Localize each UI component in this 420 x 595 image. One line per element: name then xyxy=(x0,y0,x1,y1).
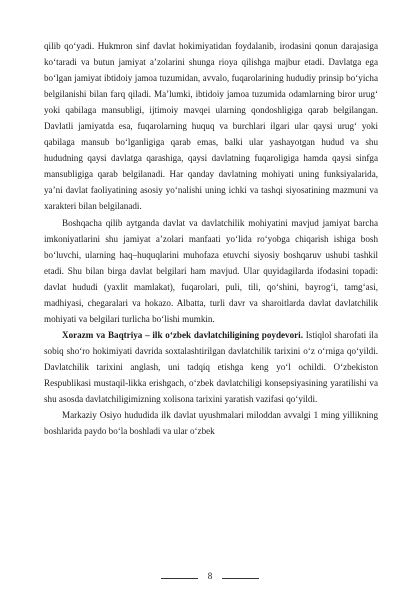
paragraph-2 xyxy=(44,215,378,327)
paragraph-1-text: qilib qo‘yadi. Hukmron sinf davlat hokimiyatidan foydalanib, irodasini qonun darajasiga ko‘taradi va butun jamiyat a’zolarini shunga rioya qilishga majbur etadi. Davlatga ega bo‘lgan jamiyat ibtidoiy jamoa tuzumidan, avvalo, fuqarolarining hududiy prinsip bo‘yicha belgilanishi bilan farq qiladi. Ma’lumki, ibtidoiy jamoa tuzumida odamlarning biror urug‘ yoki qabilaga mansubligi, ijtimoiy mavqei ularning qondoshligiga qarab belgilangan. Davlatli jamiyatda esa, fuqarolarning huquq va burchlari ilgari ular qaysi urug‘ yoki qabilaga mansub bo‘lganligiga qarab emas, balki ular yashayotgan hudud va shu hududning qaysi davlatga qarashiga, qaysi davlatning fuqaroligiga hamda qaysi sinfga mansubligiga qarab belgilanadi. Har qanday davlatning mohiyati uning funksiyalarida, ya’ni davlat faoliyatining asosiy yo‘nalishi uning ichki va tashqi siyosatining mazmuni va xarakteri bilan belgilanadi. xyxy=(44,41,378,212)
paragraph-3-text: Istiqlol sharofati ila sobiq sho‘ro hokimiyati davrida soxtalashtirilgan davlatchilik tarixini o‘z o‘rniga qo‘yildi. Davlatchilik tarixini anglash, uni tadqiq etishga keng yo‘l ochildi. O‘zbekiston Respublikasi mustaqil-likka erishgach, o‘zbek davlatchiligi konsepsiyasining yaratilishi va shu asosda davlatchiligimizning xolisona tarixini yaratish vazifasi qo‘yildi. xyxy=(44,329,378,405)
footer-rule-left xyxy=(161,578,198,579)
section-heading: Xorazm va Baqtriya – ilk o‘zbek davlatchiligining poydevori. xyxy=(62,329,303,340)
footer-rule-right xyxy=(222,578,259,579)
paragraph-3 xyxy=(44,327,378,407)
paragraph-1 xyxy=(44,38,378,215)
paragraph-4-text: Markaziy Osiyo hududida ilk davlat uyushmalari miloddan avvalgi 1 ming yillikning boshlarida paydo bo‘la boshladi va ular o‘zbek xyxy=(44,410,378,437)
page-footer xyxy=(0,571,420,581)
paragraph-4 xyxy=(44,407,378,439)
page-number: 8 xyxy=(207,571,213,581)
paragraph-2-text: Boshqacha qilib aytganda davlat va davlatchilik mohiyatini mavjud jamiyat barcha imkoniyatlarini shu jamiyat a’zolari manfaati yo‘lida ro‘yobga chiqarish ishiga bosh bo‘luvchi, ularning haq–huquqlarini muhofaza etuvchi siyosiy boshqaruv ushubi tashkil etadi. Shu bilan birga davlat belgilari ham mavjud. Ular quyidagilarda ifodasini topadi: davlat hududi (yaxlit mamlakat), fuqarolari, puli, tili, qo‘shini, bayrog‘i, tamg‘asi, madhiyasi, chegaralari va hokazo. Albatta, turli davr va sharoitlarda davlat davlatchilik mohiyati va belgilari turlicha bo‘lishi mumkin. xyxy=(44,217,378,324)
body-text xyxy=(44,38,378,439)
